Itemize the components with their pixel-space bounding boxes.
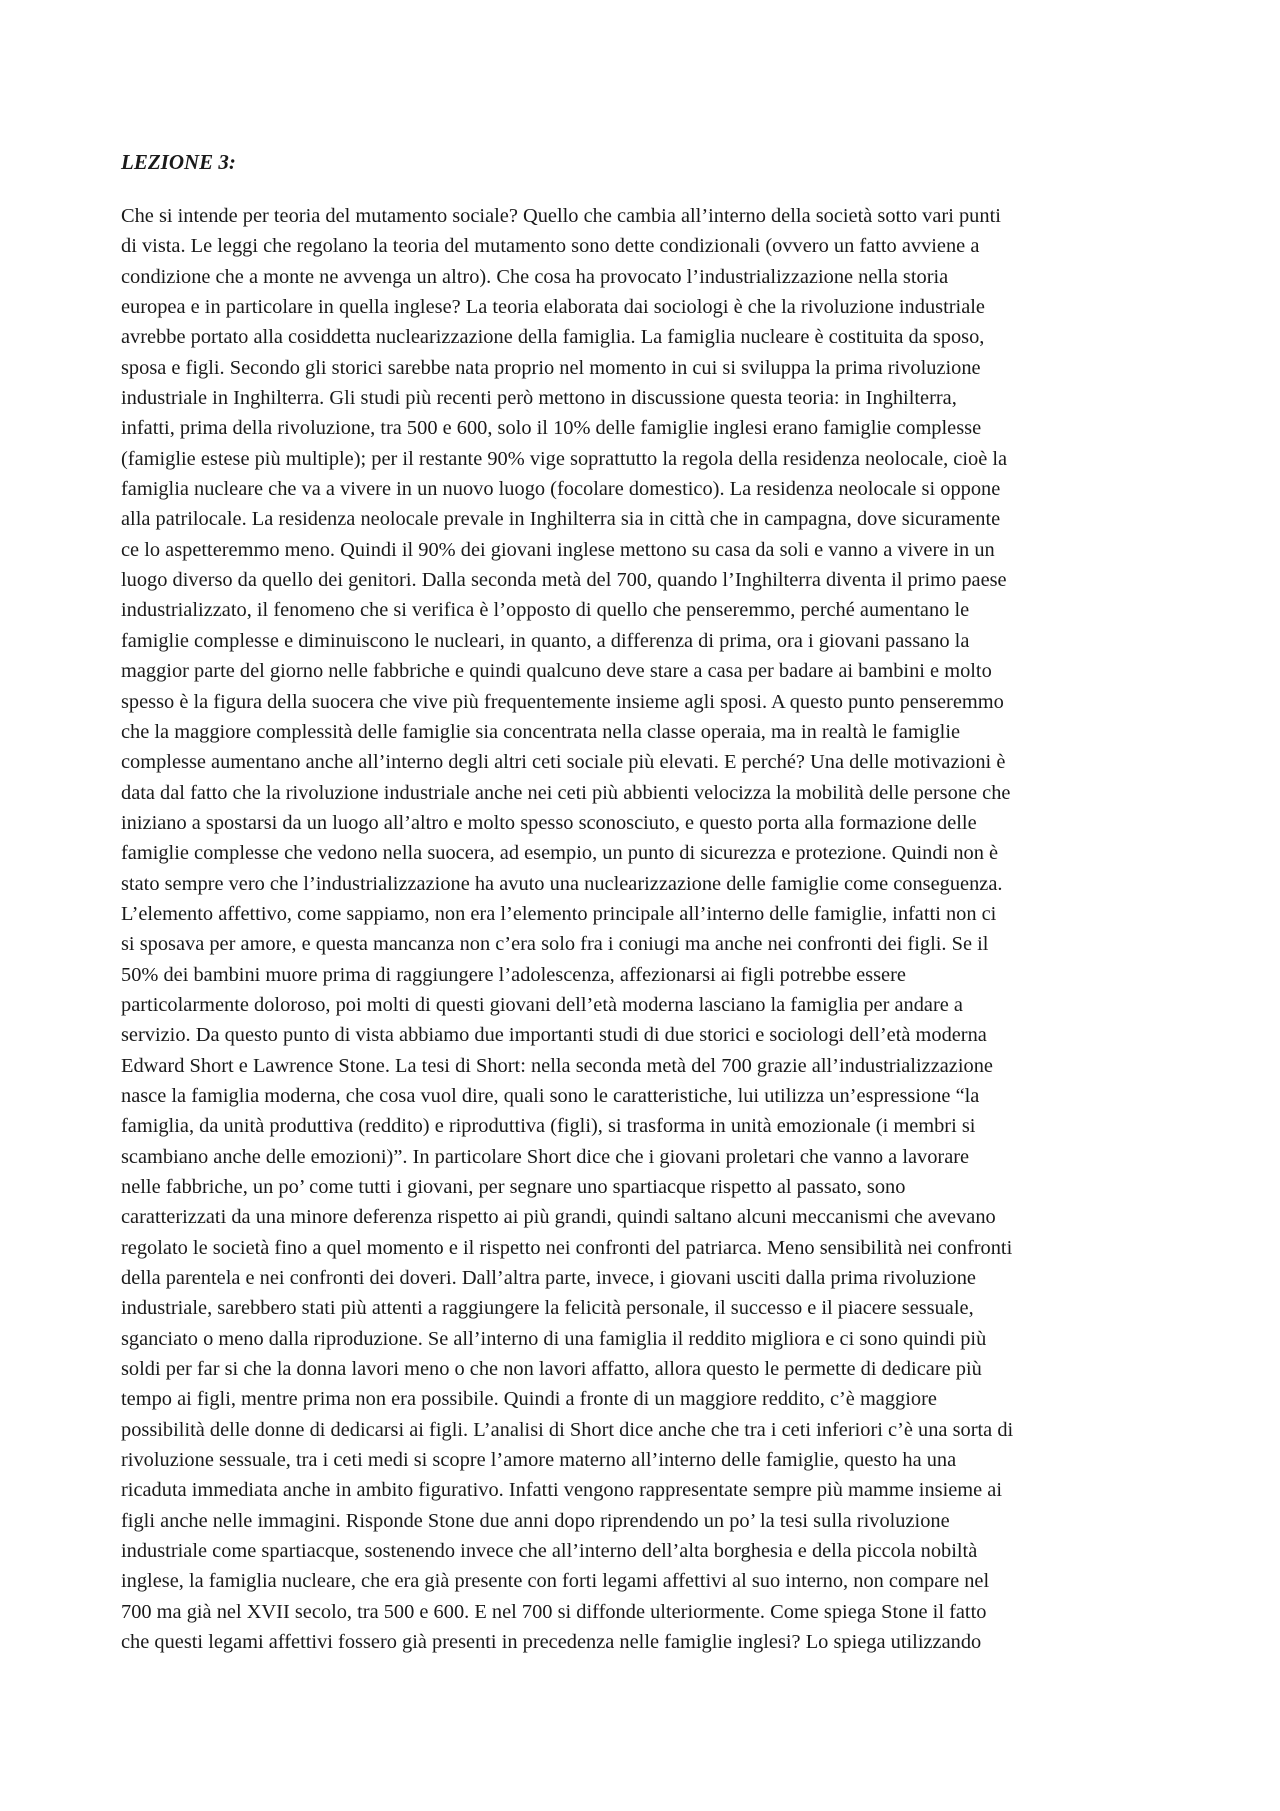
- text-line: europea e in particolare in quella inglese? La teoria elaborata dai sociologi è che la rivoluzione industriale: [121, 296, 985, 319]
- lesson-heading: LEZIONE 3:: [121, 150, 236, 174]
- text-line: (famiglie estese più multiple); per il restante 90% vige soprattutto la regola della residenza neolocale, cioè la: [121, 447, 1008, 470]
- text-line: industrializzato, il fenomeno che si verifica è l’opposto di quello che penseremmo, perché aumentano le: [121, 599, 970, 622]
- text-line: industriale in Inghilterra. Gli studi più recenti però mettono in discussione questa teoria: in Inghilterra,: [121, 387, 957, 410]
- text-line: regolato le società fino a quel momento e il rispetto nei confronti del patriarca. Meno sensibilità nei confronti: [121, 1236, 1013, 1259]
- text-line: di vista. Le leggi che regolano la teoria del mutamento sono dette condizionali (ovvero un fatto avviene a: [121, 235, 980, 258]
- text-line: ce lo aspetteremmo meno. Quindi il 90% dei giovani inglese mettono su casa da soli e vanno a vivere in un: [121, 538, 995, 561]
- text-line: industriale come spartiacque, sostenendo invece che all’interno dell’alta borghesia e della piccola nobiltà: [121, 1540, 978, 1563]
- text-line: nasce la famiglia moderna, che cosa vuol dire, quali sono le caratteristiche, lui utilizza un’espressione “la: [121, 1084, 980, 1107]
- text-line: nelle fabbriche, un po’ come tutti i giovani, per segnare uno spartiacque rispetto al passato, sono: [121, 1176, 906, 1198]
- text-line: alla patrilocale. La residenza neolocale prevale in Inghilterra sia in città che in campagna, dove sicuramente: [121, 508, 1001, 531]
- text-line: famiglia nucleare che va a vivere in un nuovo luogo (focolare domestico). La residenza neolocale si oppone: [121, 478, 1001, 501]
- text-line: servizio. Da questo punto di vista abbiamo due importanti studi di due storici e sociologi dell’età moderna: [121, 1024, 987, 1047]
- text-line: sganciato o meno dalla riproduzione. Se all’interno di una famiglia il reddito migliora e ci sono quindi più: [121, 1327, 987, 1350]
- text-line: avrebbe portato alla cosiddetta nuclearizzazione della famiglia. La famiglia nucleare è costituita da sposo,: [121, 326, 985, 349]
- text-line: L’elemento affettivo, come sappiamo, non era l’elemento principale all’interno delle famiglie, infatti non ci: [121, 902, 997, 925]
- text-line: Che si intende per teoria del mutamento sociale? Quello che cambia all’interno della società sotto vari punti: [121, 205, 1001, 227]
- text-line: luogo diverso da quello dei genitori. Dalla seconda metà del 700, quando l’Inghilterra diventa il primo paese: [121, 569, 1007, 592]
- text-line: figli anche nelle immagini. Risponde Stone due anni dopo riprendendo un po’ la tesi sulla rivoluzione: [121, 1509, 950, 1532]
- lesson-body: [121, 201, 1171, 1658]
- text-line: industriale, sarebbero stati più attenti a raggiungere la felicità personale, il successo e il piacere sessuale,: [121, 1297, 974, 1320]
- text-line: particolarmente doloroso, poi molti di questi giovani dell’età moderna lasciano la famiglia per andare a: [121, 993, 963, 1016]
- text-line: condizione che a monte ne avvenga un altro). Che cosa ha provocato l’industrializzazione nella storia: [121, 265, 949, 288]
- text-line: complesse aumentano anche all’interno degli altri ceti sociale più elevati. E perché? Una delle motivazioni è: [121, 751, 1006, 774]
- text-line: famiglie complesse che vedono nella suocera, ad esempio, un punto di sicurezza e protezione. Quindi non è: [121, 842, 999, 865]
- text-line: ricaduta immediata anche in ambito figurativo. Infatti vengono rappresentate sempre più mamme insieme ai: [121, 1479, 1003, 1502]
- text-line: 50% dei bambini muore prima di raggiungere l’adolescenza, affezionarsi ai figli potrebbe essere: [121, 963, 906, 986]
- text-line: famiglie complesse e diminuiscono le nucleari, in quanto, a differenza di prima, ora i giovani passano la: [121, 629, 970, 652]
- text-line: inglese, la famiglia nucleare, che era già presente con forti legami affettivi al suo interno, non compare nel: [121, 1570, 990, 1593]
- text-line: possibilità delle donne di dedicarsi ai figli. L’analisi di Short dice anche che tra i ceti inferiori c’è una sorta di: [121, 1418, 1014, 1441]
- text-line: infatti, prima della rivoluzione, tra 500 e 600, solo il 10% delle famiglie inglesi erano famiglie complesse: [121, 417, 982, 440]
- text-line: stato sempre vero che l’industrializzazione ha avuto una nuclearizzazione delle famiglie come conseguenza.: [121, 872, 1003, 895]
- text-line: maggior parte del giorno nelle fabbriche e quindi qualcuno deve stare a casa per badare ai bambini e molto: [121, 660, 992, 683]
- text-line: scambiano anche delle emozioni)”. In particolare Short dice che i giovani proletari che vanno a lavorare: [121, 1145, 970, 1168]
- text-line: che la maggiore complessità delle famiglie sia concentrata nella classe operaia, ma in realtà le famiglie: [121, 720, 961, 743]
- text-line: tempo ai figli, mentre prima non era possibile. Quindi a fronte di un maggiore reddito, c’è maggiore: [121, 1388, 937, 1411]
- text-line: data dal fatto che la rivoluzione industriale anche nei ceti più abbienti velocizza la mobilità delle persone che: [121, 781, 1011, 804]
- text-line: soldi per far si che la donna lavori meno o che non lavori affatto, allora questo le permette di dedicare più: [121, 1358, 982, 1381]
- text-line: iniziano a spostarsi da un luogo all’altro e molto spesso sconosciuto, e questo porta alla formazione delle: [121, 811, 977, 834]
- text-line: della parentela e nei confronti dei doveri. Dall’altra parte, invece, i giovani usciti dalla prima rivoluzione: [121, 1267, 976, 1290]
- text-line: rivoluzione sessuale, tra i ceti medi si scopre l’amore materno all’interno delle famiglie, questo ha una: [121, 1449, 957, 1472]
- text-line: 700 ma già nel XVII secolo, tra 500 e 600. E nel 700 si diffonde ulteriormente. Come spiega Stone il fatto: [121, 1600, 987, 1623]
- text-line: si sposava per amore, e questa mancanza non c’era solo fra i coniugi ma anche nei confronti dei figli. Se il: [121, 933, 989, 956]
- text-line: che questi legami affettivi fossero già presenti in precedenza nelle famiglie inglesi? Lo spiega utilizzando: [121, 1631, 982, 1654]
- text-line: famiglia, da unità produttiva (reddito) e riproduttiva (figli), si trasforma in unità emozionale (i membri si: [121, 1115, 976, 1138]
- text-line: Edward Short e Lawrence Stone. La tesi di Short: nella seconda metà del 700 grazie all’industrializzazione: [121, 1054, 993, 1077]
- text-line: caratterizzati da una minore deferenza rispetto ai più grandi, quindi saltano alcuni meccanismi che avevano: [121, 1206, 996, 1229]
- text-line: spesso è la figura della suocera che vive più frequentemente insieme agli sposi. A questo punto penseremmo: [121, 690, 1004, 713]
- text-line: sposa e figli. Secondo gli storici sarebbe nata proprio nel momento in cui si sviluppa la prima rivoluzione: [121, 356, 981, 379]
